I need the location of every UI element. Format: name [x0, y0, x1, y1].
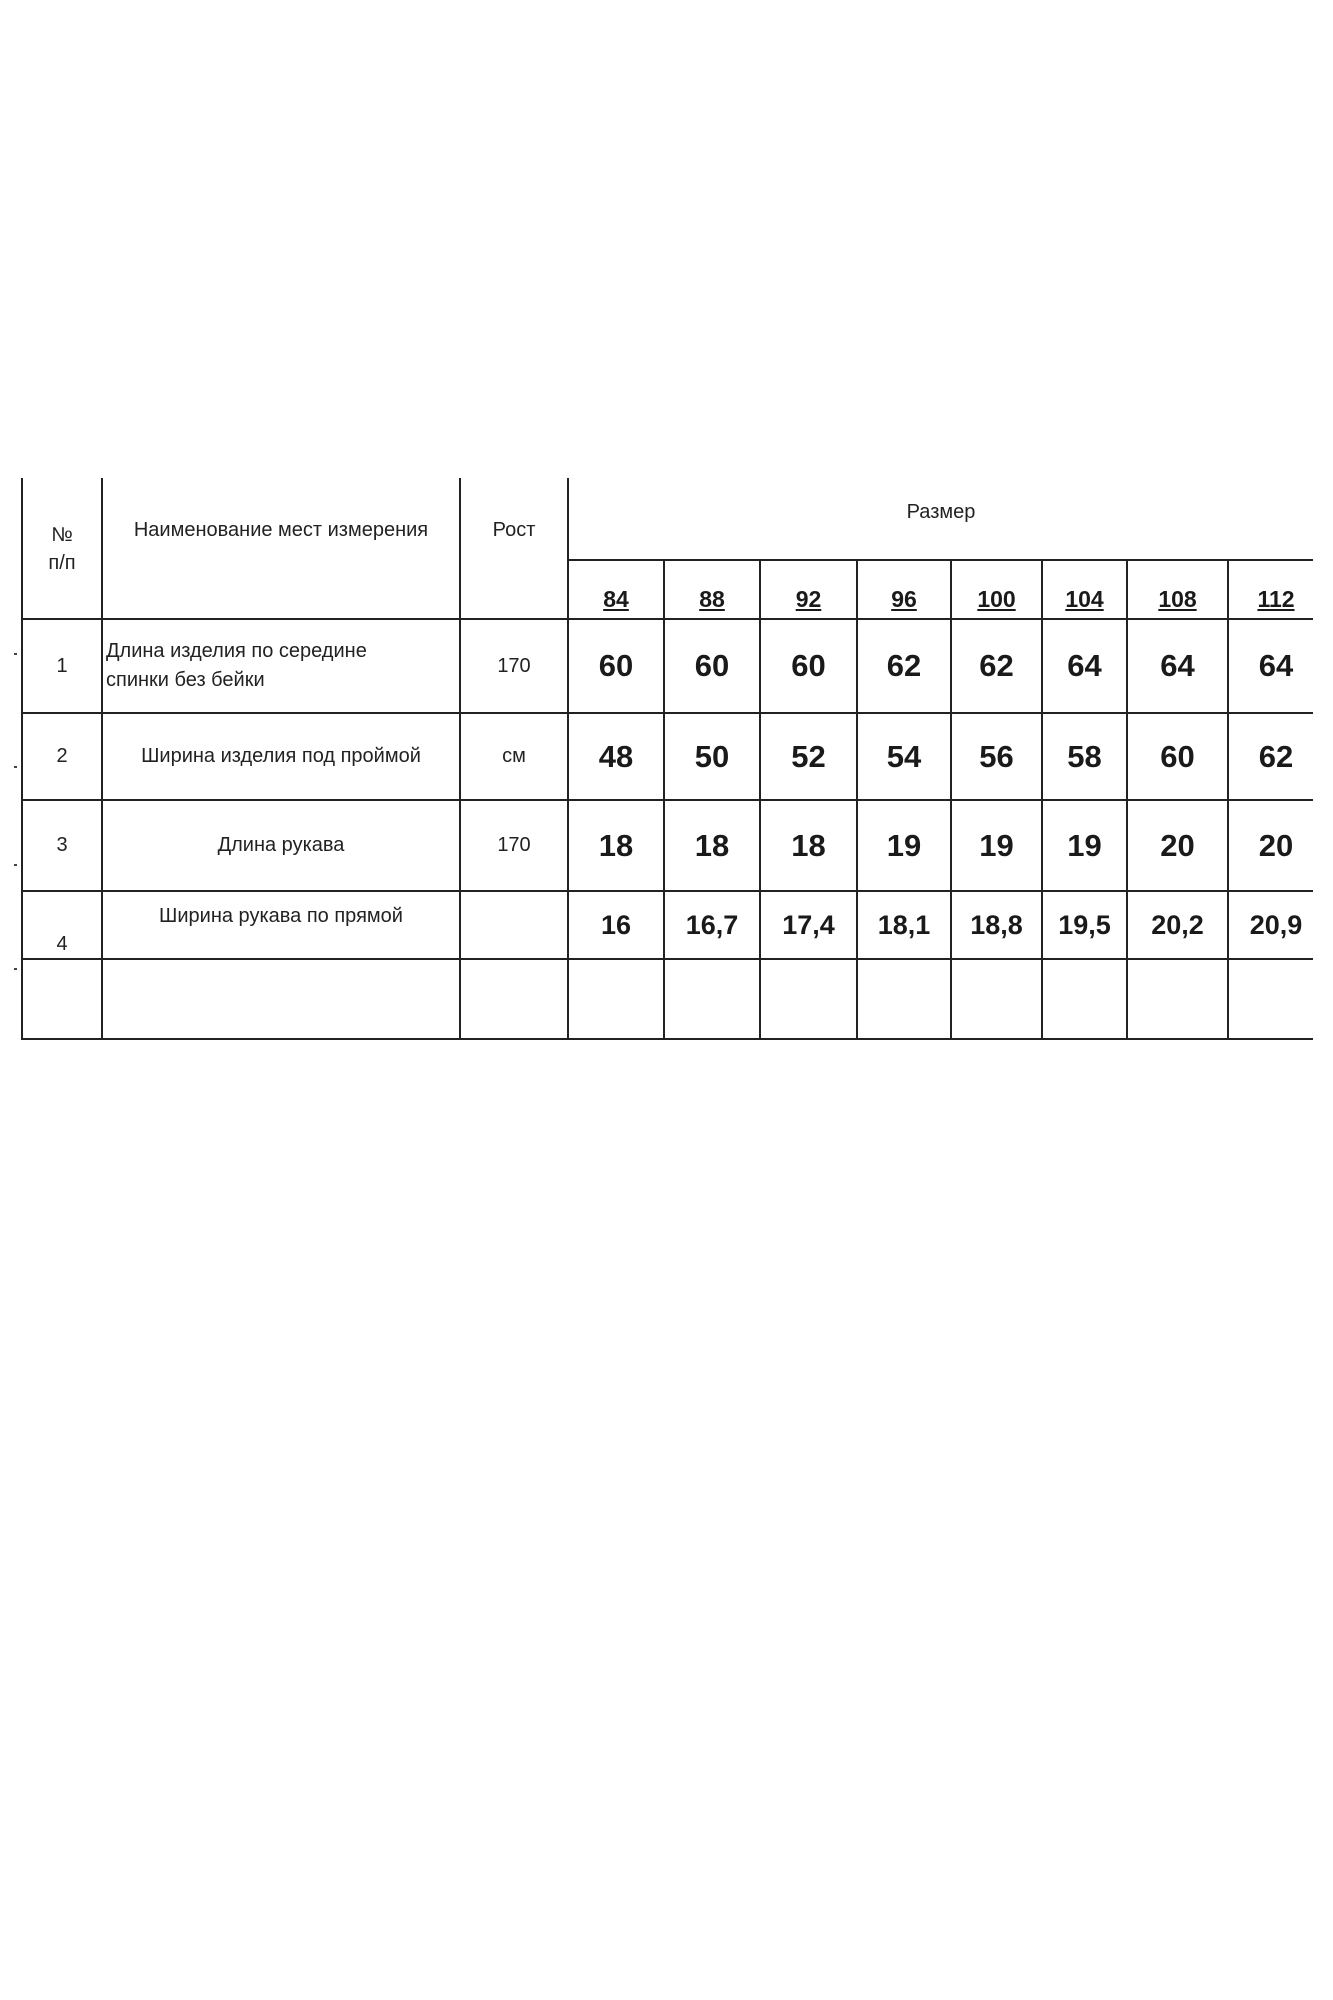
- row-value: 20: [1258, 827, 1294, 863]
- size-label: 84: [603, 585, 629, 612]
- row-number: 2: [56, 745, 68, 767]
- edge-tick: [14, 864, 17, 866]
- size-label: 88: [699, 585, 725, 612]
- row-measurement-name: Длина изделия по середине спинки без бейки: [106, 640, 367, 691]
- row-height: см: [502, 745, 526, 767]
- size-label: 96: [891, 585, 917, 612]
- row-value: 18: [791, 827, 826, 863]
- edge-tick: [14, 653, 17, 655]
- row-value: 62: [886, 648, 922, 683]
- row-value: 20,2: [1151, 909, 1204, 940]
- row-value: 50: [694, 738, 730, 774]
- size-label: 104: [1065, 585, 1104, 612]
- row-value: 18: [694, 827, 730, 863]
- grid-line: [21, 958, 1313, 960]
- row-value: 54: [886, 738, 922, 774]
- row-measurement-name: Ширина изделия под проймой: [141, 745, 421, 767]
- header-height: Рост: [492, 518, 536, 541]
- row-value: 19: [979, 827, 1014, 863]
- row-measurement-name: Длина рукава: [217, 834, 345, 856]
- row-value: 56: [979, 738, 1014, 774]
- row-value: 60: [791, 648, 826, 683]
- row-height: 170: [497, 834, 531, 856]
- row-value: 64: [1258, 648, 1294, 683]
- row-height: 170: [497, 654, 531, 677]
- row-value: 18,8: [970, 909, 1023, 940]
- row-value: 48: [598, 738, 634, 774]
- row-number: 1: [56, 654, 68, 677]
- row-value: 62: [1258, 738, 1294, 774]
- row-measurement-name: Ширина рукава по прямой: [159, 904, 403, 927]
- row-value: 62: [979, 648, 1014, 683]
- header-measurement-name: Наименование мест измерения: [133, 518, 429, 541]
- edge-tick: [14, 766, 17, 768]
- row-value: 17,4: [782, 909, 835, 940]
- size-label: 100: [977, 585, 1016, 612]
- row-value: 18: [598, 827, 634, 863]
- size-label: 108: [1158, 585, 1197, 612]
- row-value: 19: [1067, 827, 1102, 863]
- row-value: 58: [1067, 738, 1102, 774]
- row-value: 20: [1160, 827, 1195, 863]
- grid-line: [21, 1038, 1313, 1040]
- row-value: 60: [1160, 738, 1195, 774]
- header-size: Размер: [906, 500, 976, 523]
- edge-tick: [14, 968, 17, 970]
- row-value: 64: [1160, 648, 1195, 683]
- row-value: 52: [791, 738, 826, 774]
- row-number: 3: [56, 834, 68, 856]
- row-height: [461, 892, 567, 958]
- row-value: 16: [600, 909, 632, 940]
- row-value: 18,1: [877, 909, 931, 940]
- row-number: 4: [56, 932, 68, 955]
- row-value: 64: [1067, 648, 1102, 683]
- row-value: 60: [598, 648, 634, 683]
- size-label: 112: [1257, 585, 1295, 612]
- header-number: № п/п: [48, 524, 76, 574]
- size-label: 92: [795, 585, 822, 612]
- row-value: 19: [886, 827, 922, 863]
- row-value: 20,9: [1249, 909, 1303, 940]
- row-value: 60: [694, 648, 730, 683]
- grid-line: [567, 559, 1313, 561]
- row-value: 16,7: [685, 909, 739, 940]
- row-value: 19,5: [1058, 909, 1111, 940]
